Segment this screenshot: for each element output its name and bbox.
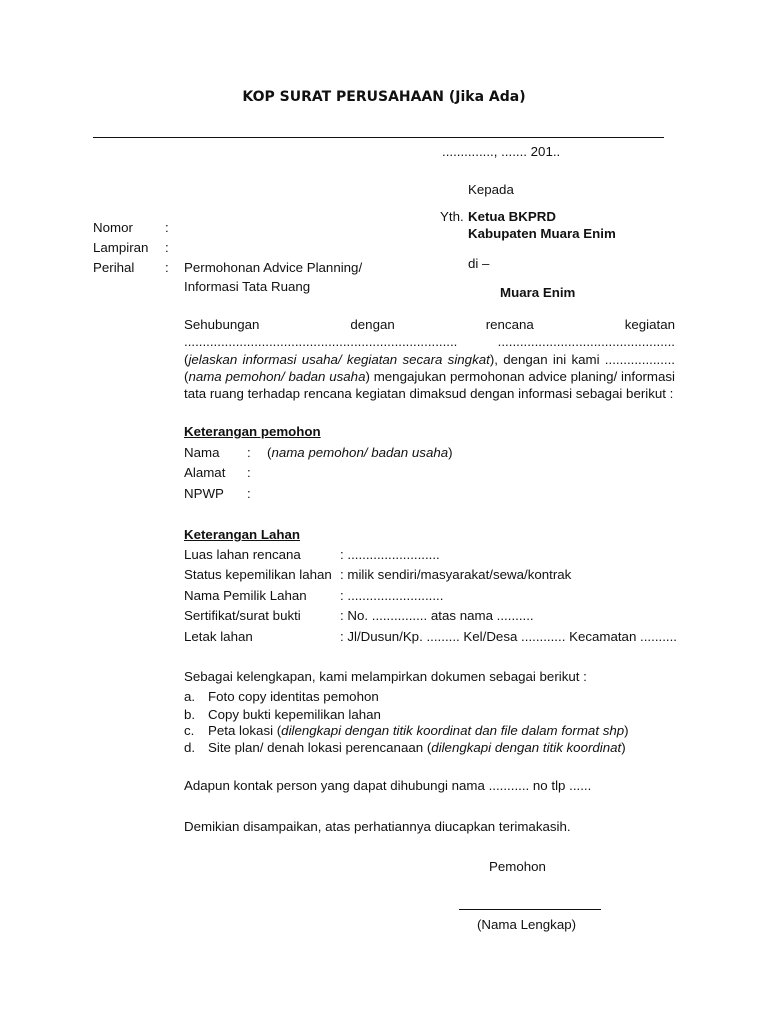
perihal-line1: Permohonan Advice Planning/	[184, 260, 363, 275]
signature-name: (Nama Lengkap)	[477, 917, 577, 932]
letterhead-title: KOP SURAT PERUSAHAAN (Jika Ada)	[242, 89, 526, 105]
attachment-italic: dilengkapi dengan titik koordinat dan file dalam format shp	[281, 723, 625, 738]
intro-paragraph	[184, 316, 675, 402]
intro-part-e: ) mengajukan permohonan advice planing/ informasi tata ruang terhadap rencana kegiatan dimaksud dengan informasi sebagai berikut :	[184, 368, 675, 402]
attachment-letter: a.	[184, 689, 196, 704]
recipient-yth: Yth.	[440, 209, 464, 224]
applicant-alamat-label: Alamat	[184, 465, 226, 480]
intro-part-c: ), dengan ini kami ...................(	[184, 351, 675, 384]
attachment-letter: c.	[184, 723, 195, 738]
attachment-text: Peta lokasi (	[208, 723, 282, 738]
attachment-letter: b.	[184, 707, 196, 722]
attachment-item	[208, 723, 629, 739]
attachment-italic: dilengkapi dengan titik koordinat	[431, 740, 622, 755]
land-heading: Keterangan Lahan	[184, 527, 301, 542]
land-row-value: : milik sendiri/masyarakat/sewa/kontrak	[340, 567, 572, 582]
land-row-value: : No. ............... atas nama ..........	[340, 608, 534, 623]
recipient-name-line1: Ketua BKPRD	[468, 209, 556, 224]
land-row-label: Sertifikat/surat bukti	[184, 608, 301, 623]
date-line: .............., ....... 201..	[442, 144, 561, 159]
applicant-nama-open: (	[267, 445, 272, 460]
intro-part-d: nama pemohon/ badan usaha	[188, 368, 366, 384]
land-row-label: Nama Pemilik Lahan	[184, 588, 307, 603]
attachment-close: )	[624, 723, 629, 738]
signature-role: Pemohon	[489, 859, 546, 874]
applicant-alamat-colon: :	[247, 465, 251, 480]
applicant-nama-close: )	[448, 445, 453, 460]
nomor-label: Nomor	[93, 220, 133, 235]
applicant-nama-label: Nama	[184, 445, 220, 460]
applicant-nama-value	[267, 445, 453, 461]
land-row-label: Status kepemilikan lahan	[184, 567, 332, 582]
attachments-intro: Sebagai kelengkapan, kami melampirkan dokumen sebagai berikut :	[184, 669, 587, 684]
recipient-name-line2: Kabupaten Muara Enim	[468, 226, 616, 241]
applicant-npwp-colon: :	[247, 486, 251, 501]
land-row-value: : .........................	[340, 547, 440, 562]
attachment-text: Site plan/ denah lokasi perencanaan (	[208, 740, 432, 755]
lampiran-colon: :	[165, 240, 169, 255]
signature-line	[459, 909, 601, 910]
lampiran-label: Lampiran	[93, 240, 149, 255]
perihal-colon: :	[165, 260, 169, 275]
attachment-text: Copy bukti kepemilikan lahan	[208, 707, 381, 722]
attachment-item	[208, 689, 379, 705]
perihal-line2: Informasi Tata Ruang	[184, 279, 311, 294]
attachment-text: Foto copy identitas pemohon	[208, 689, 379, 704]
recipient-kepada: Kepada	[468, 182, 514, 197]
perihal-label: Perihal	[93, 260, 135, 275]
attachment-item	[208, 740, 626, 756]
contact-line: Adapun kontak person yang dapat dihubungi nama ........... no tlp ......	[184, 778, 592, 793]
attachment-item	[208, 707, 381, 723]
land-row-label: Letak lahan	[184, 629, 253, 644]
intro-part-b: jelaskan informasi usaha/ kegiatan secara singkat	[188, 351, 490, 367]
land-row-label: Luas lahan rencana	[184, 547, 301, 562]
recipient-place: Muara Enim	[500, 285, 576, 300]
applicant-npwp-label: NPWP	[184, 486, 224, 501]
applicant-heading: Keterangan pemohon	[184, 424, 321, 439]
land-row-value: : Jl/Dusun/Kp. ......... Kel/Desa ............ Kecamatan ..........	[340, 629, 677, 644]
closing-line: Demikian disampaikan, atas perhatiannya diucapkan terimakasih.	[184, 819, 571, 834]
attachment-close: )	[621, 740, 626, 755]
attachment-letter: d.	[184, 740, 196, 755]
intro-part-a: Sehubungan dengan rencana kegiatan .......................................................................... ................................................ (	[184, 317, 675, 367]
recipient-di: di –	[468, 256, 490, 271]
applicant-nama-colon: :	[247, 445, 251, 460]
land-row-value: : ..........................	[340, 588, 444, 603]
applicant-nama-italic: nama pemohon/ badan usaha	[271, 445, 449, 460]
letterhead-rule	[93, 137, 664, 138]
nomor-colon: :	[165, 220, 169, 235]
